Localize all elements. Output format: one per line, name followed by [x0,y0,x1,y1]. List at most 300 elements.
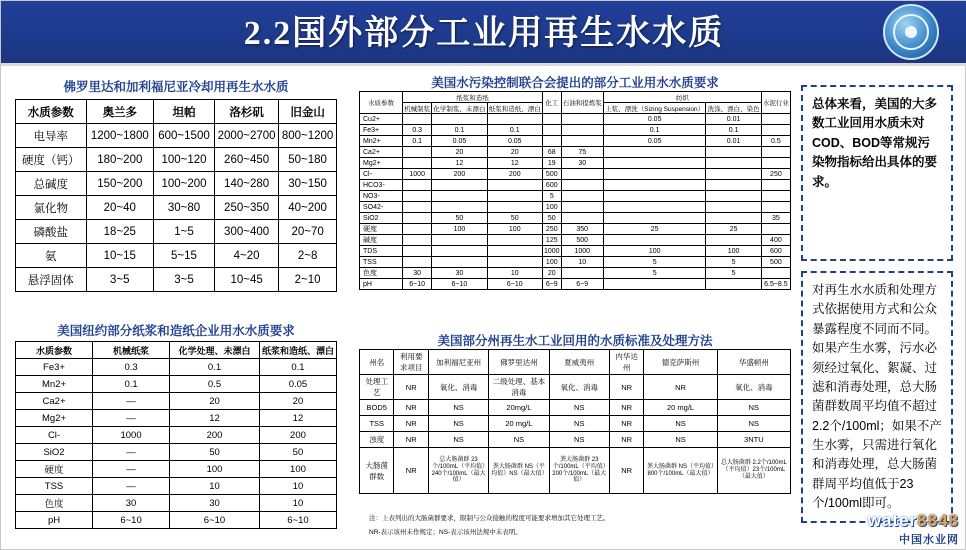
cell: 0.1 [170,359,260,376]
cell [542,114,561,125]
cell: 35 [761,213,790,224]
col-header: 化学处理、未漂白 [170,342,260,359]
cell: 140~280 [215,172,279,196]
cell: NS [717,400,790,416]
table-row [360,125,791,136]
table-row [360,180,791,191]
cell [561,125,603,136]
page-title: 2.2国外部分工业用再生水水质 [243,15,725,52]
cell: 10~15 [86,244,153,268]
slide-header [1,1,966,63]
table-row [16,342,337,359]
cell: 二级处理、基本消毒 [489,375,549,400]
table-paper-mill-water-quality [15,341,337,529]
cell: 6~9 [561,279,603,290]
cell: 0.1 [487,125,542,136]
cell: 3~5 [86,268,153,292]
cell [432,114,487,125]
cell: 30 [561,158,603,169]
cell: 0.1 [706,125,761,136]
cell [432,180,487,191]
cell: 500 [561,235,603,246]
cell: 20~70 [279,220,337,244]
cell: 磷酸盐 [16,220,87,244]
cell [487,180,542,191]
table-row [360,158,791,169]
watermark-brand [868,511,959,531]
callout-note-treatment: 对再生水水质和处理方式依据使用方式和公众暴露程度不同而不同。如果产生水雾，污水必须经过氧化、絮凝、过滤和消毒处理，总大肠菌群数周平均值不超过2.2个/100ml；如果不产生水雾，只需进行氧化和消毒处理，总大肠菌群周平均值低于23个/100ml即可。 [801,271,953,523]
table-note-2: NR-表示该州未作规定；NS-表示该州法规中未表明。 [369,529,522,536]
cell [542,136,561,147]
cell [403,257,432,268]
cell: NS [428,400,488,416]
cell [403,147,432,158]
col-header: 水质参数 [360,92,403,114]
cell: 5 [706,268,761,279]
cell: 0.1 [259,359,336,376]
table-row [360,224,791,235]
cell: 硬度 [360,224,403,235]
cell: 1000 [543,247,560,255]
cell [432,235,487,246]
cell: 5 [706,257,761,268]
cell: 6~10 [403,279,432,290]
cell [603,180,706,191]
cell: 200 [487,169,542,180]
table-row [16,427,337,444]
cell: 硬度 [16,461,93,478]
cell [403,114,432,125]
col-header: 旧金山 [279,100,337,124]
cell: 1000 [93,427,170,444]
cell: 25 [603,224,706,235]
cell [603,202,706,213]
col-header: 机械纸浆 [93,342,170,359]
cell [561,114,603,125]
cell: 50 [432,213,487,224]
cell: 150~200 [86,172,153,196]
cell: NR [609,400,643,416]
cell: 75 [561,147,603,158]
table-row [16,220,337,244]
cell [561,268,603,279]
cell: Cl- [360,169,403,180]
table-row [16,444,337,461]
cell: 100 [603,246,706,257]
cell [487,191,542,202]
table-row [16,461,337,478]
cell: NS [489,432,549,448]
table-cooling-water-quality [15,99,337,292]
col-header: 水质参数 [16,100,87,124]
cell [432,202,487,213]
cell: 6.5~8.5 [761,279,790,290]
cell: Mg2+ [360,158,403,169]
cell: 10 [487,268,542,279]
cell [561,213,603,224]
cell: 6~10 [93,512,170,529]
cell [706,180,761,191]
table-row [16,410,337,427]
cell [706,191,761,202]
cell: Mn2+ [16,376,93,393]
col-group-header: 石油和提炼浆 [561,92,603,114]
table-row [16,100,337,124]
col-group-header: 纸浆和造纸 [403,92,543,103]
cell [487,202,542,213]
cell: 20mg/L [489,400,549,416]
cell [561,191,603,202]
col-group-header: 纺织 [603,92,761,103]
cell: 100 [487,224,542,235]
col-header: 水质参数 [16,342,93,359]
cell: 0.3 [403,125,432,136]
cell: 20~40 [86,196,153,220]
cell: 2~10 [279,268,337,292]
cell: 20 [170,393,260,410]
cell: 20 [542,268,561,279]
cell: 4~20 [215,244,279,268]
cell: 氨 [16,244,87,268]
col-header: 坦帕 [154,100,215,124]
cell [706,147,761,158]
cell [403,191,432,202]
cell: 电导率 [16,124,87,148]
table-row [360,400,791,416]
cell: 6~9 [542,279,561,290]
cell: 碱度 [360,235,403,246]
cell: Fe3+ [16,359,93,376]
table-row [360,114,791,125]
cell: 总碱度 [16,172,87,196]
table-row [16,148,337,172]
cell [403,224,432,235]
cell: 30~80 [154,196,215,220]
table-row [16,478,337,495]
cell: 19 [542,158,561,169]
cell [706,235,761,246]
cell: SO42- [360,202,403,213]
cell: 50 [259,444,336,461]
cell: 5 [603,268,706,279]
cell: Mn2+ [360,136,403,147]
cell: 40~200 [279,196,337,220]
cell: 2000~2700 [215,124,279,148]
cell [603,279,706,290]
cell: 0.05 [603,136,706,147]
cell: 3~5 [154,268,215,292]
cell: 50 [542,213,561,224]
col-header: 机械制浆 [403,103,432,114]
cell: 350 [561,224,603,235]
cell: 100 [706,246,761,257]
cell: 100 [542,202,561,213]
cell: 300~400 [215,220,279,244]
table-row [360,92,791,103]
table-industrial-water-requirements [359,91,791,290]
cell: 68 [542,147,561,158]
cell: NO3- [360,191,403,202]
cell: 30 [403,268,432,279]
cell: TSS [360,257,403,268]
cell: 12 [170,410,260,427]
cell: Mg2+ [16,410,93,427]
cell [487,246,542,257]
col-header: 夏威夷州 [549,350,609,375]
col-header: 洗涤、漂白、染色 [706,103,761,114]
cell [761,147,790,158]
cell: NS [549,416,609,432]
col-group-header: 化工 [542,92,561,114]
cell [403,246,432,257]
cell: NR [394,432,428,448]
cell: 0.05 [259,376,336,393]
cell: 20 mg/L [489,416,549,432]
cell [403,213,432,224]
table-row [360,147,791,158]
cell: 1200~1800 [86,124,153,148]
cell: 30 [170,495,260,512]
col-header: 加利福尼亚州 [428,350,488,375]
table-row [360,432,791,448]
watermark-brand-number: 8848 [917,511,959,530]
cell: 粪大肠菌群 23个/100mL（平均值）200个/100mL（最大值） [549,448,609,494]
table-row [16,172,337,196]
cell: 氧化、消毒 [549,375,609,400]
col-header: 化学制浆、未漂白 [432,103,487,114]
cell: 250 [542,224,561,235]
cell: NS [428,416,488,432]
col-header: 奥兰多 [86,100,153,124]
cell [403,180,432,191]
cell: 20 [259,393,336,410]
cell: NR [394,416,428,432]
cell: 100~200 [154,172,215,196]
cell: 0.3 [93,359,170,376]
cell [603,213,706,224]
table-row [360,350,791,375]
col-header: 佛罗里达州 [489,350,549,375]
cell: NS [549,432,609,448]
cell: 250 [761,169,790,180]
cell [761,125,790,136]
cell: 总大肠菌群 23个/100mL（平均值）240个/100mL（最大值） [428,448,488,494]
cell [603,191,706,202]
cell [761,114,790,125]
cell: 30 [93,495,170,512]
col-group-header: 水泥行业 [761,92,790,114]
cell: 色度 [360,268,403,279]
cell: 100 [432,224,487,235]
cell: 0.1 [432,125,487,136]
cell: 12 [487,158,542,169]
cell: 1000 [403,169,432,180]
cell: 20 mg/L [644,400,717,416]
cell: 氯化物 [16,196,87,220]
cell: TSS [16,478,93,495]
table-row [360,279,791,290]
cell: — [93,444,170,461]
table-row [360,136,791,147]
cell [706,202,761,213]
cell: 800~1200 [279,124,337,148]
table-row [360,448,791,494]
cell [706,279,761,290]
section-title-federation: 美国水污染控制联合会提出的部分工业用水水质要求 [431,76,719,90]
watermark-site: 中国水业网 [899,534,959,546]
cell: 18~25 [86,220,153,244]
cell: 200 [170,427,260,444]
cell: NS [717,416,790,432]
table-row [360,416,791,432]
cell [432,191,487,202]
cell [561,180,603,191]
cell: 1000 [561,246,603,257]
cell: 500 [761,257,790,268]
cell: 100~120 [154,148,215,172]
cell: 200 [259,427,336,444]
table-row [16,376,337,393]
cell [603,147,706,158]
col-header: 内华达州 [609,350,643,375]
cell: 0.1 [603,125,706,136]
cell [706,158,761,169]
col-header: 利用要求项目 [394,350,428,375]
watermark [868,511,959,547]
cell: 粪大肠菌群 NS（平均值）NS（最大值） [489,448,549,494]
col-header: 纸浆和造纸、漂白 [487,103,542,114]
cell: 色度 [16,495,93,512]
cell: — [93,393,170,410]
col-header: 德克萨斯州 [644,350,717,375]
table-row [16,196,337,220]
cell: 粪大肠菌群 NS（平均值）800个/100mL（最大值） [644,448,717,494]
cell: NR [394,400,428,416]
cell [603,158,706,169]
table-row [360,268,791,279]
cell: 10 [259,478,336,495]
table-row [16,495,337,512]
cell: 10 [561,257,603,268]
cell: 100 [170,461,260,478]
cell: 10 [259,495,336,512]
cell: 0.05 [432,136,487,147]
cell [706,169,761,180]
watermark-brand-text: water [867,511,918,530]
cell: HCO3- [360,180,403,191]
section-title-cooling: 佛罗里达和加利福尼亚冷却用再生水水质 [63,80,289,94]
table-row [360,169,791,180]
table-row [360,235,791,246]
cell: 20 [432,147,487,158]
cell [487,235,542,246]
cell: 100 [259,461,336,478]
cell [761,191,790,202]
cell: 180~200 [86,148,153,172]
cell: 5 [603,257,706,268]
cell: 260~450 [215,148,279,172]
cell [603,169,706,180]
table-row [16,359,337,376]
cell: 5 [542,191,561,202]
cell: 2~8 [279,244,337,268]
cell: 6~10 [432,279,487,290]
cell [432,246,487,257]
cell: 10~45 [215,268,279,292]
cell [403,202,432,213]
cell: Ca2+ [360,147,403,158]
table-row [360,375,791,400]
cell [761,224,790,235]
cell [706,213,761,224]
cell: 氧化、消毒 [428,375,488,400]
cell: 200 [432,169,487,180]
cell: 0.01 [706,114,761,125]
cell [561,202,603,213]
cell [487,257,542,268]
cell: Fe3+ [360,125,403,136]
cell: NR [644,375,717,400]
table-row [16,124,337,148]
cell: 12 [432,158,487,169]
cell: NR [609,448,643,494]
cell [542,125,561,136]
table-row [360,213,791,224]
cell: 1~5 [154,220,215,244]
cell [561,169,603,180]
table-state-reuse-standards [359,349,791,494]
cell: 30 [432,268,487,279]
cell: 100 [542,257,561,268]
table-note-1: 注：上表列出的大肠菌群要求，限制与公众接触的程度可能要求增加其它处理工艺。 [369,515,610,522]
cell: pH [360,279,403,290]
cell [761,202,790,213]
cell: NR [609,375,643,400]
cell: TDS [360,246,403,257]
cell: 600 [542,180,561,191]
cell: 600 [761,246,790,257]
col-header: 洛杉矶 [215,100,279,124]
col-header: 州名 [360,350,394,375]
header-divider [1,63,966,66]
cell: TSS [360,416,394,432]
cell: NS [549,400,609,416]
cell: 0.1 [93,376,170,393]
cell: 硬度（钙） [16,148,87,172]
cell [603,235,706,246]
cell: 125 [542,235,561,246]
cell: 50 [487,213,542,224]
cell: 10 [170,478,260,495]
cell: 600~1500 [154,124,215,148]
cell: Cu2+ [360,114,403,125]
cell: 25 [706,224,761,235]
cell [761,268,790,279]
col-header: 纸浆和造纸、漂白 [259,342,336,359]
cell: 6~10 [170,512,260,529]
cell: 氧化、消毒 [717,375,790,400]
cell: 0.5 [761,136,790,147]
cell: 50~180 [279,148,337,172]
table-row [16,512,337,529]
cell: 6~10 [487,279,542,290]
cell: SiO2 [360,213,403,224]
cell: 20 [487,147,542,158]
cell [487,114,542,125]
cell: 总大肠菌群 2.2个/100mL（平均值）23个/100mL（最大值） [717,448,790,494]
cell: BOD5 [360,400,394,416]
cell: 400 [761,235,790,246]
